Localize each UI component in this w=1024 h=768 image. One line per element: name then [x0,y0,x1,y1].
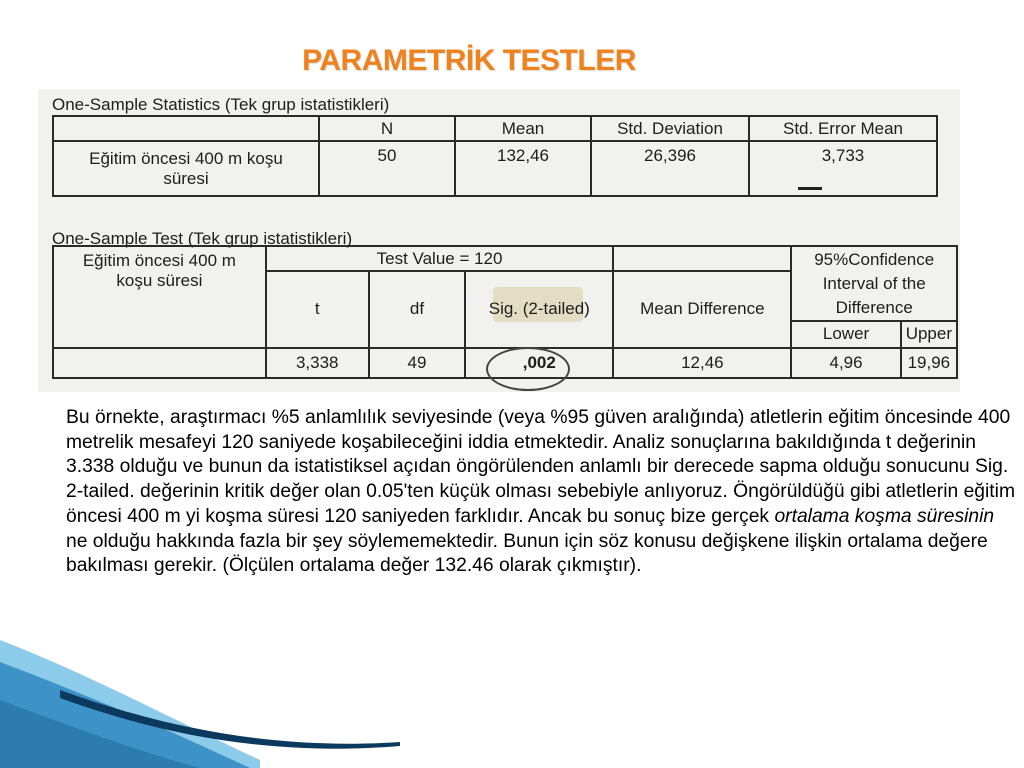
row-label-line: Eğitim öncesi 400 m koşu [89,148,283,168]
value-std-error-mean: 3,733 [749,141,937,196]
decorative-wave [0,600,420,768]
value-mean-difference: 12,46 [613,348,791,378]
col-header-upper: Upper [901,321,957,347]
ci-header-line: Difference [835,297,913,317]
row-label-line: Eğitim öncesi 400 m [82,251,236,270]
value-n: 50 [319,141,455,196]
test-table-caption: One-Sample Test (Tek grup istatistikleri) [52,229,353,248]
stats-table-caption: One-Sample Statistics (Tek grup istatistikleri) [52,95,390,114]
sig-highlight-circle [486,347,570,391]
col-header-mean: Mean [455,116,591,141]
row-label [53,141,319,196]
value-sig: ,002 [465,348,613,378]
paragraph-text: ne olduğu hakkında fazla bir şey söylememektedir. Bunun için söz konusu değişkene ilişkin ortalama değere bakılması gerekir. (Ölçülen ortalama değer 132.46 olarak çıkmıştır). [66,530,988,577]
one-sample-statistics-table [52,115,938,197]
test-value-header: Test Value = 120 [266,246,614,271]
empty-header-cell [613,246,791,271]
paragraph-text: Bu örnekte, araştırmacı %5 anlamlılık seviyesinde (veya %95 güven aralığında) atletlerin eğitim öncesinde 400 metrelik mesafeyi 120 saniyede koşabileceğini iddia etmektedir. Analiz sonuçlarına bakıldığında t değerinin 3.338 olduğu ve bunun da istatistiksel açıdan öngörülenden anlamlı bir derecede sapma olduğu sonucunu Sig. 2-tailed. değerinin kritik değer olan 0.05'ten küçük olması sebebiyle anlıyoruz. Öngörüldüğü gibi atletlerin eğitim öncesi 400 m yi koşma süresi 120 saniyeden farklıdır. Ancak bu sonuç bize gerçek [66,407,1015,527]
col-header-std-error-mean: Std. Error Mean [749,116,937,141]
empty-header-cell [53,116,319,141]
col-header-df: df [369,271,466,347]
value-df: 49 [369,348,466,378]
col-header-mean-difference: Mean Difference [613,271,791,347]
col-header-t: t [266,271,369,347]
value-std-deviation: 26,396 [591,141,749,196]
row-label-line: süresi [163,168,209,188]
col-header-n: N [319,116,455,141]
italic-phrase: ortalama koşma süresinin [774,505,995,527]
value-t: 3,338 [266,348,369,378]
ci-header-line: 95%Confidence [814,249,935,269]
value-ci-upper: 19,96 [901,348,957,378]
col-header-lower: Lower [791,321,900,347]
ci-header [791,246,957,321]
col-header-sig: Sig. (2-tailed) [465,271,613,347]
scanned-spss-output [38,89,960,392]
page-title: PARAMETRİK TESTLER [302,44,636,77]
explanation-paragraph [66,406,1018,579]
row-label [53,246,266,348]
value-mean: 132,46 [455,141,591,196]
col-header-std-deviation: Std. Deviation [591,116,749,141]
row-label-line: koşu süresi [116,271,203,290]
ci-header-line: Interval of the [822,273,926,293]
value-ci-lower: 4,96 [791,348,900,378]
empty-row-label [53,348,266,378]
pen-mark [798,187,822,190]
